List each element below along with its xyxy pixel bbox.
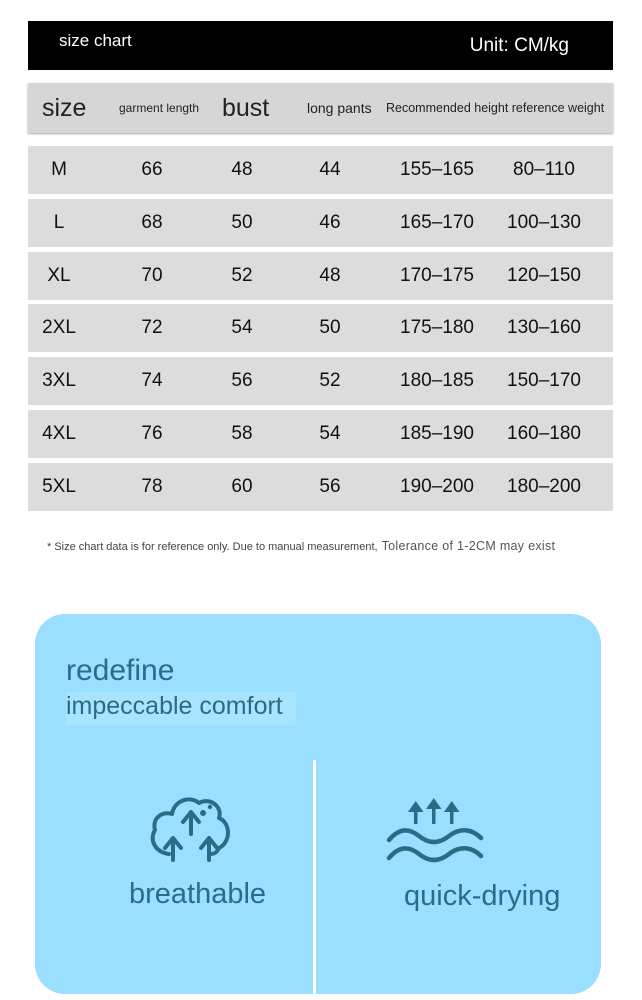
cell-garment-length: 72 [141,317,163,338]
cell-weight: 160–180 [507,423,581,444]
table-row [28,252,613,300]
table-row [28,199,613,247]
cell-weight: 100–130 [507,212,581,233]
cell-weight: 180–200 [507,476,581,497]
cell-bust: 52 [231,265,253,286]
breathable-cloud-arrows-icon [145,790,235,870]
cell-garment-length: 70 [141,265,163,286]
cell-long-pants: 54 [319,423,341,444]
table-row [28,304,613,352]
cell-bust: 54 [231,317,253,338]
feature-label-breathable: breathable [129,878,267,910]
cell-size: 3XL [42,370,76,391]
cell-weight: 130–160 [507,317,581,338]
cell-bust: 58 [231,423,253,444]
table-row [28,146,613,194]
cell-size: 5XL [42,476,76,497]
header-bust: bust [222,94,270,122]
promo-heading: redefine [66,654,175,687]
size-chart-note [47,539,555,553]
cell-garment-length: 68 [141,212,163,233]
cell-long-pants: 56 [319,476,341,497]
cell-height: 185–190 [400,423,474,444]
cell-garment-length: 76 [141,423,163,444]
cell-height: 180–185 [400,370,474,391]
cell-long-pants: 52 [319,370,341,391]
header-garment-length: garment length [119,101,200,115]
table-row [28,410,613,458]
cell-garment-length: 74 [141,370,163,391]
cell-height: 175–180 [400,317,474,338]
cell-long-pants: 46 [319,212,341,233]
cell-bust: 56 [231,370,253,391]
cell-height: 190–200 [400,476,474,497]
comfort-card [35,614,601,994]
feature-divider [313,760,316,1000]
promo-subheading: impeccable comfort [66,692,296,725]
cell-bust: 48 [231,159,253,180]
size-chart-title-bar [28,21,613,70]
cell-height: 155–165 [400,159,474,180]
size-chart-title: size chart [59,31,132,50]
cell-size: M [51,159,67,180]
quick-drying-waves-arrows-icon [385,798,485,864]
table-row [28,357,613,405]
cell-weight: 120–150 [507,265,581,286]
unit-label: Unit: CM/kg [469,35,569,56]
note-text: * Size chart data is for reference only. Due to manual measurement, [47,541,378,553]
cell-garment-length: 66 [141,159,163,180]
cell-bust: 60 [231,476,253,497]
cell-size: L [53,212,65,233]
tolerance-text: Tolerance of 1-2CM may exist [381,539,556,553]
cell-height: 165–170 [400,212,474,233]
cell-garment-length: 78 [141,476,163,497]
header-recommended: Recommended height reference weight [386,101,605,115]
cell-size: XL [47,265,71,286]
cell-long-pants: 50 [319,317,341,338]
cell-long-pants: 44 [319,159,341,180]
header-size: size [42,94,87,122]
cell-weight: 80–110 [513,159,575,180]
cell-long-pants: 48 [319,265,341,286]
cell-weight: 150–170 [507,370,581,391]
feature-label-quick-drying: quick-drying [404,880,561,912]
cell-size: 4XL [42,423,76,444]
table-header-row [28,83,613,133]
cell-height: 170–175 [400,265,474,286]
cell-bust: 50 [231,212,253,233]
table-row [28,463,613,511]
header-long-pants: long pants [307,100,372,116]
cell-size: 2XL [42,317,76,338]
